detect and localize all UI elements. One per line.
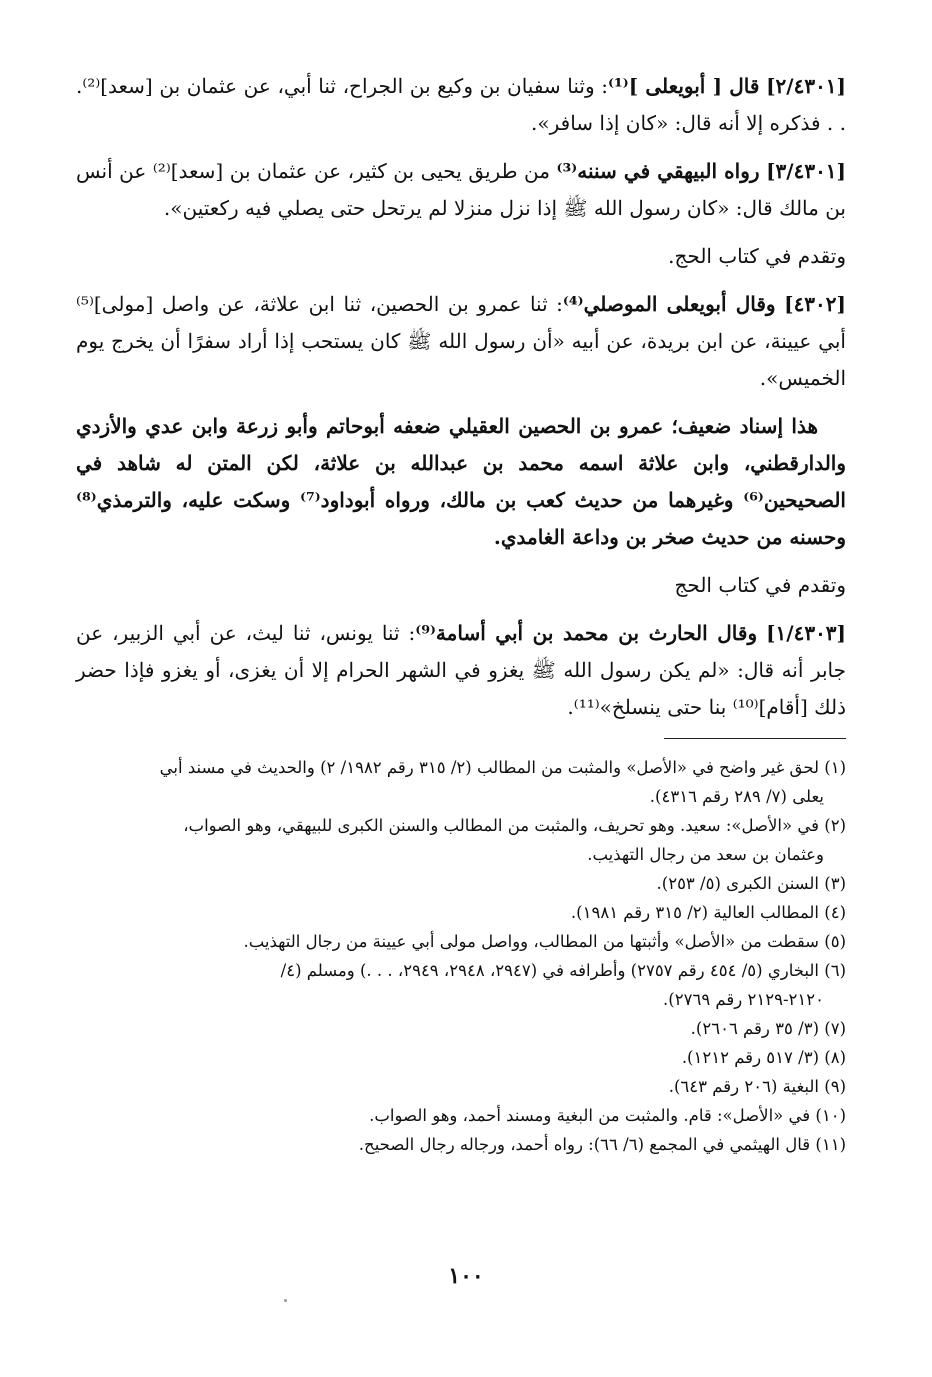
- footnote-continuation: يعلى (٧/ ٢٨٩ رقم ٤٣١٦).: [649, 787, 824, 806]
- hadith-number: [١/٤٣٠٣]: [766, 621, 847, 645]
- footnote: [76, 869, 846, 898]
- hadith-paragraph: [76, 153, 846, 227]
- cross-reference: [76, 567, 846, 604]
- footnote-text: (١) لحق غير واضح في «الأصل» والمثبت من المطالب (٢/ ٣١٥ رقم ١٩٨٢/ ٢) والحديث في مسند أبي: [159, 758, 846, 777]
- hadith-narrator: رواه البيهقي في سننه⁽³⁾: [556, 159, 760, 183]
- hadith-text: من طريق يحيى بن كثير، عن عثمان بن [سعد]⁽²⁾ عن أنس بن مالك قال: «كان رسول الله ﷺ إذا نزل منزلا لم يرتحل حتى يصلي فيه ركعتين».: [76, 159, 846, 220]
- paper-speck: [284, 1299, 287, 1302]
- footnote: [76, 927, 846, 956]
- cross-reference: [76, 238, 846, 275]
- hadith-number: [٢/٤٣٠١]: [766, 74, 847, 98]
- footnote-text: (٨) (٣/ ٥١٧ رقم ١٢١٢).: [681, 1048, 846, 1067]
- page-body: [76, 68, 846, 1159]
- footnote: [76, 1072, 846, 1101]
- footnotes: [76, 753, 846, 1159]
- footnote-text: (٥) سقطت من «الأصل» وأثبتها من المطالب، وواصل مولى أبي عيينة من رجال التهذيب.: [243, 932, 846, 951]
- hadith-text: : ثنا عمرو بن الحصين، ثنا ابن علاثة، عن واصل [مولى]⁽⁵⁾ أبي عيينة، عن ابن بريدة، عن أبيه «أن رسول الله ﷺ كان يستحب إذا أراد سفرًا أن يخرج يوم الخميس».: [76, 292, 846, 390]
- hadith-narrator: وقال الحارث بن محمد بن أبي أسامة⁽⁹⁾: [415, 621, 758, 645]
- footnote-text: (٢) في «الأصل»: سعيد. وهو تحريف، والمثبت من المطالب والسنن الكبرى للبيهقي، وهو الصواب،: [183, 816, 846, 835]
- hadith-text: : ثنا يونس، ثنا ليث، عن أبي الزبير، عن جابر أنه قال: «لم يكن رسول الله ﷺ يغزو في الشهر الحرام إلا أن يغزى، أو يغزو فإذا حضر ذلك [أقام]⁽¹⁰⁾ بنا حتى ينسلخ»⁽¹¹⁾.: [76, 621, 846, 719]
- cross-reference-text: وتقدم في كتاب الحج: [674, 573, 846, 597]
- footnote: [76, 956, 846, 1014]
- footnote-text: (٧) (٣/ ٣٥ رقم ٢٦٠٦).: [690, 1019, 846, 1038]
- hadith-text: : وثنا سفيان بن وكيع بن الجراح، ثنا أبي، عن عثمان بن [سعد]⁽²⁾. . . فذكره إلا أنه قال: «كان إذا سافر».: [76, 74, 846, 135]
- footnote-text: (٣) السنن الكبرى (٥/ ٢٥٣).: [656, 874, 846, 893]
- footnote: [76, 1043, 846, 1072]
- hadith-paragraph: [76, 68, 846, 142]
- footnote: [76, 753, 846, 811]
- footnote-continuation: ٢١٢٠-٢١٢٩ رقم ٢٧٦٩).: [663, 990, 824, 1009]
- footnote-text: (٦) البخاري (٥/ ٤٥٤ رقم ٢٧٥٧) وأطرافه في (٢٩٤٧، ٢٩٤٨، ٢٩٤٩، . . .) ومسلم (٤/: [280, 961, 846, 980]
- hadith-paragraph: [76, 286, 846, 397]
- page-number: ١٠٠: [448, 1263, 484, 1289]
- cross-reference-text: وتقدم في كتاب الحج.: [668, 244, 846, 268]
- footnote: [76, 1130, 846, 1159]
- footnote-text: (٩) البغية (٢٠٦ رقم ٦٤٣).: [668, 1077, 846, 1096]
- hadith-number: [٣/٤٣٠١]: [766, 159, 847, 183]
- hadith-narrator: وقال أبويعلى الموصلي⁽⁴⁾: [562, 292, 776, 316]
- footnote-text: (٤) المطالب العالية (٢/ ٣١٥ رقم ١٩٨١).: [570, 903, 846, 922]
- hadith-narrator: قال [ أبويعلى ]⁽¹⁾: [608, 74, 760, 98]
- footnote-text: (١٠) في «الأصل»: قام. والمثبت من البغية ومسند أحمد، وهو الصواب.: [369, 1106, 846, 1125]
- footnote: [76, 1014, 846, 1043]
- footnote: [76, 811, 846, 869]
- footnote-continuation: وعثمان بن سعد من رجال التهذيب.: [587, 845, 824, 864]
- footnote: [76, 898, 846, 927]
- footnote: [76, 1101, 846, 1130]
- isnad-commentary: هذا إسناد ضعيف؛ عمرو بن الحصين العقيلي ضعفه أبوحاتم وأبو زرعة وابن عدي والأزدي والدارقطني، وابن علاثة اسمه محمد بن عبدالله بن علاثة، لكن المتن له شاهد في الصحيحين⁽⁶⁾ وغيرهما من حديث كعب بن مالك، ورواه أبوداود⁽⁷⁾ وسكت عليه، والترمذي⁽⁸⁾ وحسنه من حديث صخر بن وداعة الغامدي.: [76, 414, 846, 549]
- hadith-paragraph: [76, 615, 846, 726]
- footnote-separator: [664, 738, 846, 739]
- hadith-number: [٤٣٠٢]: [784, 292, 846, 316]
- footnote-text: (١١) قال الهيثمي في المجمع (٦/ ٦٦): رواه أحمد، ورجاله رجال الصحيح.: [358, 1135, 846, 1154]
